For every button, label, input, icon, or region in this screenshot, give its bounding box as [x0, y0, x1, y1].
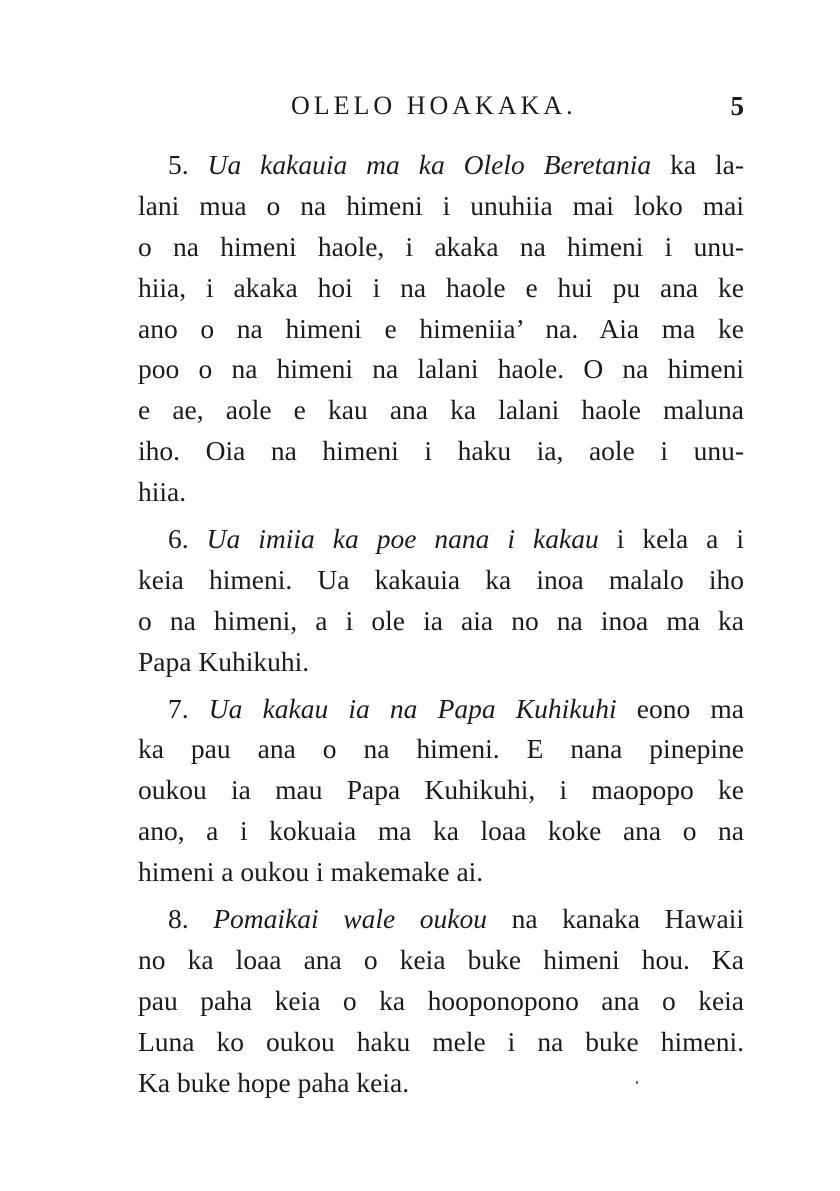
text-line	[138, 852, 744, 893]
text-line	[138, 899, 744, 940]
running-title: OLELO HOAKAKA.	[291, 91, 577, 120]
text-line	[138, 981, 744, 1022]
body-text	[138, 145, 744, 1109]
italic-run: Pomaikai wale oukou	[213, 903, 487, 935]
text-run: keia himeni. Ua kakauia ka inoa malalo iho	[138, 563, 744, 595]
running-head	[138, 88, 744, 128]
text-run: 6.	[168, 523, 207, 555]
text-line	[138, 349, 744, 390]
text-run: o na himeni haole, i akaka na himeni i unu-	[138, 230, 744, 262]
text-run: 7.	[168, 692, 209, 724]
text-line	[138, 1063, 744, 1104]
text-run: Luna ko oukou haku mele i na buke himeni.	[138, 1025, 744, 1057]
text-line	[138, 145, 744, 186]
text-run: o na himeni, a i ole ia aia no na inoa ma ka	[138, 604, 744, 636]
paragraph	[138, 519, 744, 683]
text-run: Papa Kuhikuhi.	[138, 645, 310, 677]
italic-run: Ua kakauia ma ka Olelo Beretania	[207, 149, 652, 180]
text-run: himeni a oukou i makemake ai.	[138, 856, 484, 888]
text-line	[138, 472, 744, 513]
text-run: 5.	[168, 149, 208, 180]
text-line	[138, 642, 744, 683]
text-run: na kanaka Hawaii	[486, 903, 744, 935]
page-number: 5	[730, 91, 744, 121]
paragraph	[138, 899, 744, 1103]
text-line	[138, 519, 744, 560]
text-run: ka la-	[651, 149, 744, 180]
text-run: ka pau ana o na himeni. E nana pinepine	[138, 733, 744, 765]
text-run: Ka buke hope paha keia.	[138, 1066, 410, 1098]
text-line	[138, 560, 744, 601]
text-run: 8.	[168, 903, 214, 935]
text-run: hiia.	[138, 476, 187, 508]
text-line	[138, 390, 744, 431]
text-line	[138, 770, 744, 811]
text-run: ano, a i kokuaia ma ka loaa koke ana o na	[138, 815, 744, 847]
text-line	[138, 601, 744, 642]
text-run: no ka loaa ana o keia buke himeni hou. Ka	[138, 943, 744, 975]
text-line	[138, 431, 744, 472]
text-run: hiia, i akaka hoi i na haole e hui pu ana ke	[138, 271, 744, 303]
text-line	[138, 811, 744, 852]
text-run: eono ma	[616, 692, 745, 724]
italic-run: Ua kakau ia na Papa Kuhikuhi	[208, 692, 617, 724]
paragraph	[138, 689, 744, 893]
text-line	[138, 1022, 744, 1063]
text-line	[138, 268, 744, 309]
paragraph	[138, 145, 744, 513]
text-run: iho. Oia na himeni i haku ia, aole i unu-	[138, 435, 744, 467]
ink-speck	[636, 1081, 638, 1084]
text-run: i kela a i	[598, 523, 744, 555]
text-line	[138, 940, 744, 981]
italic-run: Ua imiia ka poe nana i kakau	[206, 523, 599, 555]
text-line	[138, 309, 744, 350]
text-run: poo o na himeni na lalani haole. O na himeni	[138, 353, 744, 385]
text-run: ano o na himeni e himeniia’ na. Aia ma ke	[138, 312, 744, 344]
text-run: pau paha keia o ka hooponopono ana o keia	[138, 984, 744, 1016]
text-line	[138, 186, 744, 227]
text-run: lani mua o na himeni i unuhiia mai loko mai	[138, 189, 744, 221]
text-line	[138, 689, 744, 730]
text-run: e ae, aole e kau ana ka lalani haole maluna	[138, 394, 744, 426]
text-line	[138, 729, 744, 770]
text-line	[138, 227, 744, 268]
text-run: oukou ia mau Papa Kuhikuhi, i maopopo ke	[138, 774, 744, 806]
